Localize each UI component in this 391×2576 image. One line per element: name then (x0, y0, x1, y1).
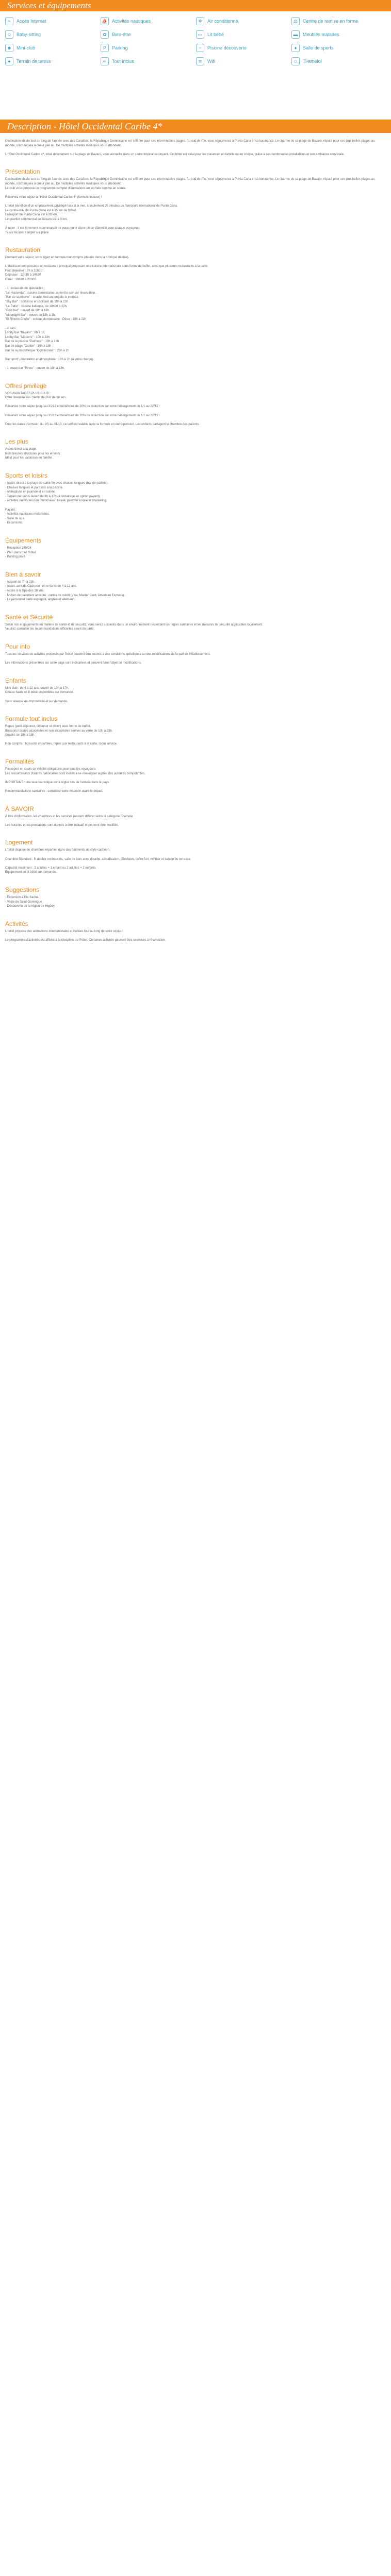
amenity-item (291, 41, 387, 55)
parking-icon: P (101, 44, 109, 52)
description-line: Laéroport de Punta Cana est à 20 km. (5, 213, 58, 217)
section-heading: Équipements (5, 537, 42, 544)
description-line: Capacité maximum : 3 adultes + 1 enfant ou 2 adultes + 2 enfants. (5, 866, 96, 870)
description-line (5, 260, 384, 265)
description-section-title: Description - Hôtel Occidental Caribe 4* (0, 120, 391, 133)
description-line: Bar de la piscine "Palmera" : 10h à 18h (5, 340, 59, 344)
description-block (5, 537, 384, 560)
description-line (5, 191, 384, 195)
description-block (5, 246, 384, 370)
description-line: "El Rincón Criollo" : cuisine dominicaine : Dîner : 18h à 22h (5, 318, 87, 321)
description-line: Les ressortissants d'autres nationalités sont invités à se renseigner auprès des autorités compétentes. (5, 772, 145, 775)
description-line: - 4 bars : (5, 327, 18, 330)
description-line (5, 503, 384, 508)
amenity-item (196, 28, 291, 41)
description-line: - WiFi dans tout l'hôtel (5, 551, 36, 554)
description-line: Recommandations sanitaires : consultez votre médecin avant le départ. (5, 790, 104, 793)
description-line: L'hôtel propose des animations internationales et variées tout au long de votre séjour. (5, 929, 122, 933)
description-line: - Accès à la Spa dès 18 ans. (5, 589, 45, 592)
description-line: - Salle de spa. (5, 517, 25, 520)
description-line: Réservez votre séjour jusqu'au 31/12 et bénéficiez de 20% de réduction sur votre hébergement du 1/1 au 22/12 ! (5, 405, 160, 409)
description-line: Selon nos engagements en matière de santé et de sécurité, vous serez accueillis dans un environnement respectant les règles sanitaires et les mesures de sécurité applicables localement. (5, 623, 263, 626)
amenity-label: Ti-amélo! (303, 59, 322, 64)
description-line: Idéal pour les vacances en famille. (5, 456, 53, 460)
description-line: Sous réserve de disponibilité et sur demande. (5, 700, 68, 703)
description-line: Bar de la discothèque "Dominicana" : 23h à 2h (5, 349, 70, 352)
description-line: Tous les services ou activités proposés par l'hôtel peuvent être soumis à des conditions spécifiques ou des modifications de la part de l'établissement. (5, 652, 210, 656)
amenity-label: Centre de remise en forme (303, 19, 359, 24)
description-block (5, 920, 384, 943)
description-line: Payant : (5, 508, 17, 512)
description-block (5, 139, 384, 157)
description-line: - Moyen de paiement accepté : cartes de crédit (Visa, Master Card, American Express). (5, 594, 125, 597)
description-line (5, 785, 384, 789)
description-line: Pour les dates d'arrivée : du 1/5 au 31/10, ce tarif est valable avec la formule en demi-pension. Les enfants partagent la chambre des parents. (5, 422, 200, 426)
description-line: Réservez votre séjour à l'Hôtel Occidental Caribe 4* (formule incluse) ! (5, 195, 102, 199)
amenities-grid (5, 14, 387, 68)
description-line: Bar sport", décoration et atmosphère : 19h à 1h (à votre charge). (5, 358, 94, 361)
description-line: Veuillez consulter les recommandations officielles avant de partir. (5, 628, 94, 631)
description-line: Passeport en cours de validité obligatoire pour tous les voyageurs. (5, 768, 96, 771)
description-line (5, 418, 384, 422)
description-line: Lobby bar "Bavaro" : 8h à 1h (5, 331, 45, 335)
description-block (5, 805, 384, 828)
amenity-item (5, 55, 101, 68)
description-line: Les horaires et les prestations sont donnés à titre indicatif et peuvent être modifiés. (5, 823, 119, 827)
description-block (5, 614, 384, 632)
amenity-item (196, 55, 291, 68)
description-body (5, 136, 384, 943)
description-line: - 1 snack bar "Pinos" : ouvert de 10h à 18h. (5, 366, 65, 370)
description-line: "Moonlight Bar" : ouvert de 18h à 1h. (5, 313, 56, 317)
description-line (5, 738, 384, 742)
description-block (5, 758, 384, 794)
description-line: Les informations présentées sur cette page sont indicatives et peuvent faire l'objet de modifications. (5, 662, 142, 665)
baby-icon: ☺ (5, 30, 13, 39)
description-line: Boissons locales alcoolisées et non alcoolisées servies au verre de 10h à 23h. (5, 729, 113, 733)
amenity-label: Piscine découverte (207, 45, 247, 50)
amenity-label: Air conditionné (207, 19, 238, 24)
description-block (5, 715, 384, 747)
tennis-icon: ● (5, 57, 13, 65)
section-heading: Suggestions (5, 886, 40, 893)
wifi-icon: ≈ (5, 17, 13, 25)
amenity-label: Activités nautiques (112, 19, 151, 24)
description-line: L'hôtel bénéficie d'un emplacement privilégié face à la mer, à seulement 20 minutes de l'aéroport international de Punta Cana. (5, 204, 178, 208)
description-line: Dîner : 18h30 à 22h00 (5, 278, 36, 282)
amenity-item (5, 41, 101, 55)
description-line: À noter : il est fortement recommandé de vous munir d'une pièce d'identité pour chaque voyageur. (5, 226, 140, 230)
amenity-label: Mini-club (17, 45, 36, 50)
section-heading: Activités (5, 920, 28, 927)
description-block (5, 886, 384, 909)
description-line: - Animations en journée et en soirée. (5, 490, 56, 494)
description-line: Non compris : boissons importées, repas aux restaurants à la carte, room service. (5, 742, 118, 746)
description-line: - Découverte de la région de Higüey (5, 905, 55, 908)
description-line (5, 853, 384, 857)
description-line: "Pool bar" : ouvert de 10h à 18h. (5, 309, 50, 313)
crib-icon: ▭ (196, 30, 204, 39)
section-heading: Les plus (5, 438, 28, 446)
description-line: - Visite de Saint-Domingue (5, 900, 42, 904)
section-heading: Sports et loisirs (5, 472, 48, 480)
description-line: - Accès au Kids Club pour les enfants de 4 à 12 ans. (5, 585, 77, 588)
amenity-item (196, 41, 291, 55)
description-line: "Le Hacienda" : cuisine dominicaine, ouvert le soir sur réservation. (5, 291, 96, 295)
section-heading: Formule tout inclus (5, 715, 58, 723)
description-line: - Terrain de tennis ouvert de 9h à 17h (à l'éclairage en option payant). (5, 495, 101, 498)
services-section-title: Services et équipements (0, 0, 391, 11)
amenity-label: Lit bébé (207, 32, 224, 37)
description-line (5, 400, 384, 405)
description-block (5, 571, 384, 602)
description-line: L'Hôtel Occidental Caribe 4*, situé directement sur la plage de Bavaro, vous accueille dans un cadre tropical verdoyant. Cet hôtel est idéal pour les vacances en famille ou en couple, grâce à ses nombreuses installations et son ambiance conviviale. (5, 152, 345, 156)
description-line (5, 353, 384, 358)
description-line: Chaise haute et lit bébé disponibles sur demande. (5, 691, 74, 694)
description-line: Réservez votre séjour jusqu'au 31/12 et bénéficiez de 20% de réduction sur votre hébergement du 1/1 au 22/12 ! (5, 414, 160, 417)
description-line: - Parking privé (5, 555, 25, 559)
description-line: - Le personnel parle espagnol, anglais et allemand. (5, 598, 76, 602)
gym-icon: ♦ (291, 44, 300, 52)
description-line: - Accueil de 7h à 23h. (5, 580, 35, 584)
description-line (5, 148, 384, 152)
description-line (5, 861, 384, 866)
section-heading: Enfants (5, 676, 26, 684)
amenity-label: Bien-être (112, 32, 131, 37)
description-line: Offre réservée aux clients de plus de 18 ans. (5, 396, 67, 400)
description-line: VOS AVANTAGES PLUS CLUB : (5, 392, 51, 395)
description-line: Destination idéale tout au long de l'année avec des Caraïbes, la République Dominicaine est célèbre pour ses interminables plages. Au sud de l'île, vous séjournerez à Punta Cana et sa luxuriance. Le charme de sa plage de Bavaro, réputé pour ses plus belles plages au monde, s'échangera à coeur joie au. De multiples activités nautiques vous attendent. (5, 178, 375, 185)
description-line: - Chaises longues et parasols à la piscine. (5, 486, 63, 489)
description-line: Pendant votre séjour, vous logez en formule tout compris (détails dans la rubrique dédiée). (5, 256, 129, 260)
section-heading: Santé et Sécurité (5, 613, 53, 621)
amenity-label: Baby-sitting (17, 32, 41, 37)
section-heading: Logement (5, 839, 33, 846)
dumbbell-icon: ⚖ (291, 17, 300, 25)
description-line: Le quartier commercial de Bavaro est à 3 km. (5, 217, 68, 221)
description-line: Snacks de 10h à 18h. (5, 734, 36, 737)
description-block (5, 839, 384, 875)
description-line: - Activités nautiques motorisées. (5, 513, 50, 516)
amenity-item (101, 55, 196, 68)
description-line: "Le Patio" : cuisine italienne, de 18h30 à 22h. (5, 304, 68, 308)
wifi-alt-icon: ≋ (196, 57, 204, 65)
amenity-label: Wifi (207, 59, 215, 64)
lotus-icon: ✿ (101, 30, 109, 39)
description-line (5, 409, 384, 414)
description-line (5, 222, 384, 226)
description-line: Petit déjeuner : 7h à 10h30 (5, 269, 43, 273)
section-heading: Offres privilège (5, 382, 47, 389)
description-line (5, 657, 384, 662)
description-line: "Bar de la piscine" : snacks tout au long de la journée. (5, 296, 79, 299)
pool-icon: ~ (196, 44, 204, 52)
amenity-label: Parking (112, 45, 128, 50)
description-line (5, 199, 384, 204)
description-block (5, 677, 384, 704)
description-line (5, 322, 384, 327)
description-line: Repas (petit-déjeuner, déjeuner et dîner) sous forme de buffet. (5, 725, 91, 728)
section-heading: À SAVOIR (5, 805, 34, 812)
description-line (5, 362, 384, 366)
smile-icon: ☺ (291, 57, 300, 65)
description-line: Taxes locales à régler sur place. (5, 231, 50, 234)
amenity-item (291, 55, 387, 68)
description-line (5, 776, 384, 781)
all-inclusive-icon: ∞ (101, 57, 109, 65)
description-block (5, 168, 384, 235)
amenity-item (101, 28, 196, 41)
kids-icon: ☻ (5, 44, 13, 52)
description-line: L'établissement possède un restaurant principal proposant une cuisine internationale sous forme de buffet, ainsi que plusieurs restaurants à la carte. (5, 265, 208, 268)
description-line: Mini club : de 4 à 12 ans, ouvert de 10h à 17h. (5, 686, 69, 690)
section-heading: Pour info (5, 642, 30, 650)
description-line (5, 934, 384, 938)
description-line: Chambre Standard : lit double ou deux lits, salle de bain avec douche, climatisation, télévision, coffre-fort, minibar et balcon ou terrasse. (5, 857, 191, 861)
description-line: - Réception 24h/24 (5, 547, 31, 550)
section-heading: Restauration (5, 246, 41, 254)
amenity-label: Accès Internet (17, 19, 46, 24)
boat-icon: ⛵ (101, 17, 109, 25)
description-line: Lobby Bar "Macorís" : 10h à 23h (5, 335, 50, 339)
description-block (5, 472, 384, 526)
description-line: Bar de plage "Caribe" : 10h à 18h (5, 344, 52, 348)
description-line: - Excursion à l'île Saona (5, 895, 39, 899)
description-line: À titre d'information, les chambres et les services peuvent différer selon la catégorie réservée. (5, 815, 134, 818)
snowflake-icon: ❄ (196, 17, 204, 25)
description-block (5, 643, 384, 666)
description-line: Destination idéale tout au long de l'année avec des Caraïbes, la République Dominicaine est célèbre pour ses interminables plages. Au sud de l'île, vous séjournerez à Punta Cana et sa luxuriance. Le charme de sa plage de Bavaro, réputé pour ses plus belles plages au monde, s'échangera à coeur joie au. De multiples activités nautiques vous attendent. (5, 140, 375, 147)
description-block (5, 382, 384, 427)
amenity-item (101, 14, 196, 28)
section-heading: Bien à savoir (5, 570, 41, 578)
description-line: IMPORTANT : une taxe touristique est à régler lors de l'arrivée dans le pays. (5, 781, 110, 784)
description-line (5, 695, 384, 700)
description-line: - Accès direct à la plage de sable fin avec chaises longues (bar de paillote). (5, 482, 109, 485)
description-line: "Sky Bar" : boissons et cocktails de 10h à 23h. (5, 300, 69, 304)
description-line: Nombreuses structures pour les enfants. (5, 452, 61, 455)
description-line: Déjeuner : 12h30 à 14h30 (5, 274, 41, 277)
amenity-item (101, 41, 196, 55)
amenity-label: Terrain de tennis (17, 59, 51, 64)
description-line: - Excursions. (5, 521, 23, 525)
description-line: L'hôtel dispose de chambres réparties dans des bâtiments de style caribéen. (5, 849, 110, 852)
amenity-item (291, 14, 387, 28)
amenity-item (196, 14, 291, 28)
description-block (5, 438, 384, 461)
amenity-item (291, 28, 387, 41)
description-line: Le club vous propose un programme complet d'animations en journée comme en soirée. (5, 187, 126, 190)
amenity-label: Meublés malades (303, 32, 339, 37)
description-line (5, 282, 384, 287)
description-line: - Activités nautiques non motorisées : kayak, planche à voile et snorkeling. (5, 499, 107, 503)
amenity-item (5, 14, 101, 28)
description-line (5, 819, 384, 823)
amenity-item (5, 28, 101, 41)
description-line: Équipement en lit bébé sur demande. (5, 871, 57, 874)
amenity-label: Tout inclus (112, 59, 134, 64)
description-line: Le programme d'activités est affiché à la réception de l'hôtel. Certaines activités peuvent être soumises à réservation. (5, 938, 166, 942)
bed-icon: ▬ (291, 30, 300, 39)
description-line: - 1 restaurant de spécialités : (5, 287, 45, 291)
section-heading: Présentation (5, 168, 40, 176)
amenity-label: Salle de sports (303, 45, 334, 50)
section-heading: Formalités (5, 758, 35, 766)
description-line: Accès direct à la plage. (5, 448, 38, 451)
description-line: Le centre-ville de Punta Cana est à 15 km de l'hôtel. (5, 209, 77, 212)
